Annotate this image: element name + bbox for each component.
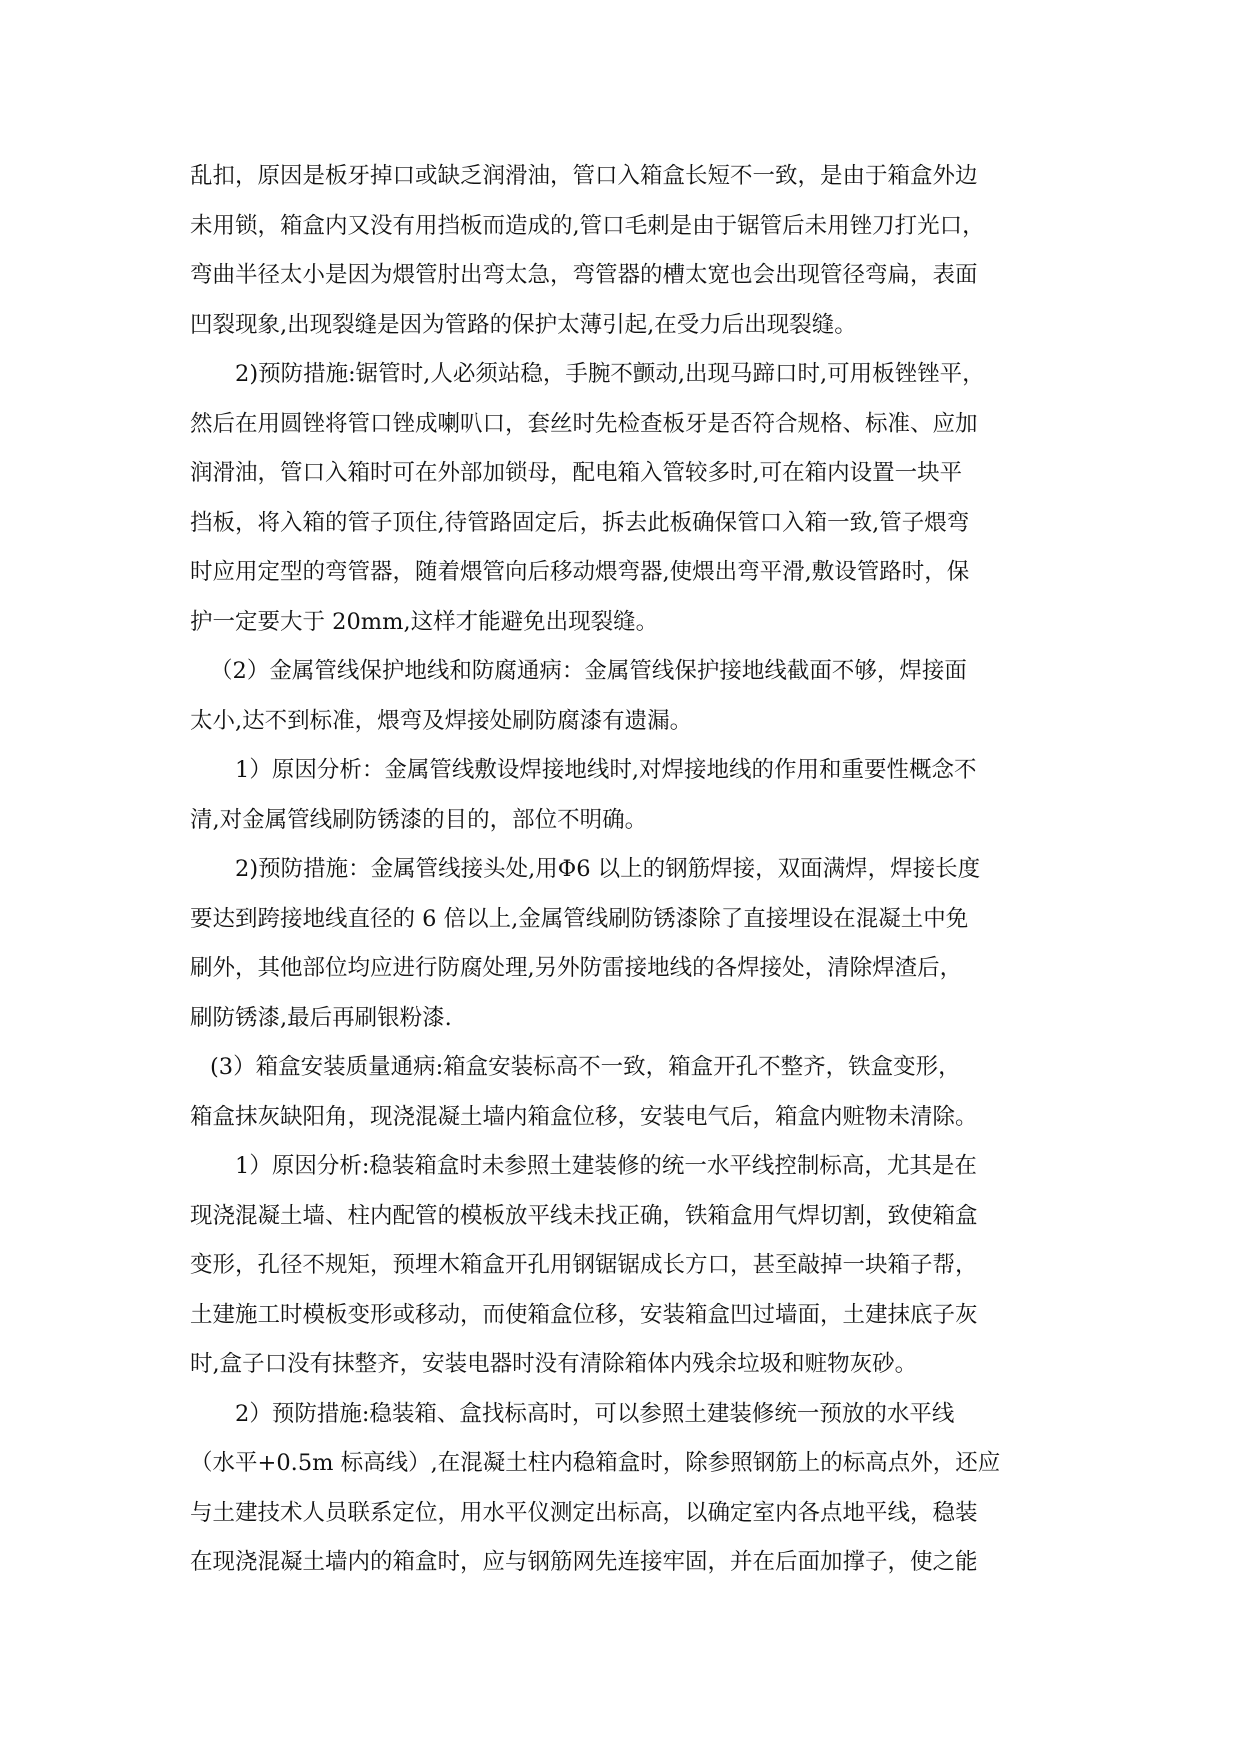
text-line: 在现浇混凝土墙内的箱盒时，应与钢筋网先连接牢固，并在后面加撑子，使之能 [190, 1549, 978, 1575]
text-line: 箱盒抹灰缺阳角，现浇混凝土墙内箱盒位移，安装电气后，箱盒内赃物未清除。 [190, 1103, 978, 1130]
text-line: 要达到跨接地线直径的 6 倍以上,金属管线刷防锈漆除了直接埋设在混凝土中免 [190, 905, 969, 932]
section-heading: （2）金属管线保护地线和防腐通病：金属管线保护接地线截面不够，焊接面 [210, 658, 967, 684]
document-page [190, 152, 1045, 1588]
text-line: 太小,达不到标准，煨弯及焊接处刷防腐漆有遗漏。 [190, 707, 693, 734]
section-heading: (3）箱盒安装质量通病:箱盒安装标高不一致，箱盒开孔不整齐，铁盒变形， [210, 1054, 961, 1080]
text-line: 现浇混凝土墙、柱内配管的模板放平线未找正确，铁箱盒用气焊切割，致使箱盒 [190, 1202, 978, 1229]
paragraph-start: 2)预防措施:锯管时,人必须站稳，手腕不颤动,出现马蹄口时,可用板锉锉平， [235, 361, 985, 387]
text-line: 清,对金属管线刷防锈漆的目的，部位不明确。 [190, 806, 648, 833]
text-line: 凹裂现象,出现裂缝是因为管路的保护太薄引起,在受力后出现裂缝。 [190, 311, 857, 338]
text-line: 时应用定型的弯管器，随着煨管向后移动煨弯器,使煨出弯平滑,敷设管路时，保 [190, 559, 970, 585]
text-line: 变形，孔径不规矩，预埋木箱盒开孔用钢锯锯成长方口，甚至敲掉一块箱子帮， [190, 1252, 978, 1278]
text-line: 土建施工时模板变形或移动，而使箱盒位移，安装箱盒凹过墙面，土建抹底子灰 [190, 1301, 978, 1328]
text-line: 时,盒子口没有抹整齐，安装电器时没有清除箱体内残余垃圾和赃物灰砂。 [190, 1351, 918, 1377]
text-line: 刷外，其他部位均应进行防腐处理,另外防雷接地线的各焊接处，清除焊渣后， [190, 955, 963, 981]
text-line: 护一定要大于 20mm,这样才能避免出现裂缝。 [190, 608, 659, 635]
paragraph-start: 2)预防措施：金属管线接头处,用Φ6 以上的钢筋焊接，双面满焊，焊接长度 [235, 856, 981, 882]
text-line: 然后在用圆锉将管口锉成喇叭口，套丝时先检查板牙是否符合规格、标准、应加 [190, 410, 978, 437]
text-line: 未用锁，箱盒内又没有用挡板而造成的,管口毛刺是由于锯管后未用锉刀打光口， [190, 212, 985, 239]
text-line: 润滑油，管口入箱时可在外部加锁母，配电箱入管较多时,可在箱内设置一块平 [190, 460, 963, 486]
text-line: 与土建技术人员联系定位，用水平仪测定出标高，以确定室内各点地平线，稳装 [190, 1499, 978, 1526]
text-line: 乱扣，原因是板牙掉口或缺乏润滑油，管口入箱盒长短不一致，是由于箱盒外边 [190, 163, 978, 189]
paragraph-start: 1）原因分析：金属管线敷设焊接地线时,对焊接地线的作用和重要性概念不 [235, 757, 977, 783]
text-line: （水平+0.5m 标高线）,在混凝土柱内稳箱盒时，除参照钢筋上的标高点外，还应 [190, 1450, 1001, 1476]
text-line: 弯曲半径太小是因为煨管肘出弯太急，弯管器的槽太宽也会出现管径弯扁，表面 [190, 262, 978, 288]
paragraph-start: 1）原因分析:稳装箱盒时未参照土建装修的统一水平线控制标高，尤其是在 [235, 1153, 977, 1179]
text-line: 刷防锈漆,最后再刷银粉漆. [190, 1004, 452, 1031]
text-line: 挡板，将入箱的管子顶住,待管路固定后，拆去此板确保管口入箱一致,管子煨弯 [190, 509, 970, 536]
paragraph-start: 2）预防措施:稳装箱、盒找标高时，可以参照土建装修统一预放的水平线 [235, 1400, 955, 1427]
